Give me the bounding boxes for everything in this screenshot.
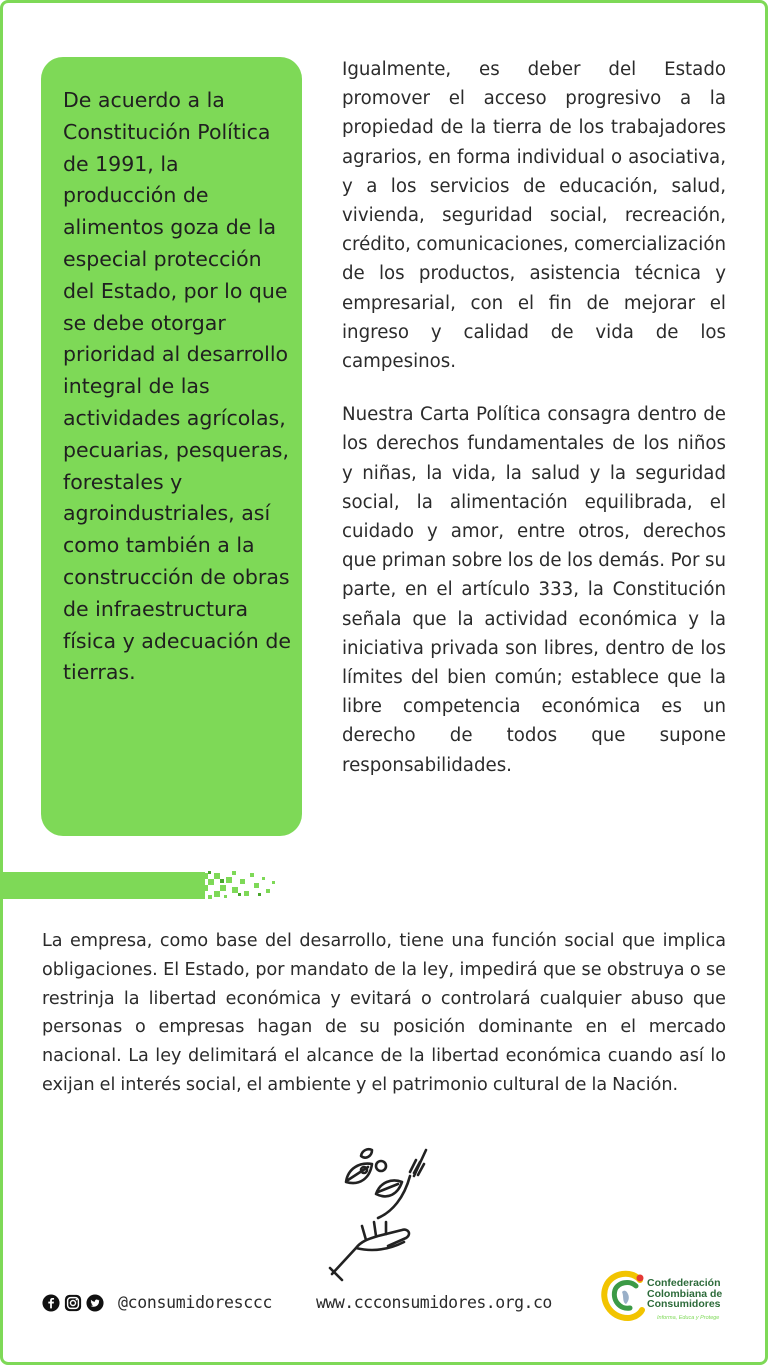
logo-line-2: Colombiana de (647, 1287, 723, 1300)
logo-line-3: Consumidores (647, 1298, 721, 1310)
logo-slogan: Informa, Educa y Protege (657, 1315, 720, 1321)
website-link[interactable]: www.ccconsumidores.org.co (316, 1293, 552, 1312)
ccc-logo (600, 1268, 735, 1328)
right-column (342, 55, 726, 804)
seed-shape (376, 1161, 386, 1171)
social-handle[interactable]: @consumidoresccc (118, 1293, 273, 1312)
highlight-text: De acuerdo a la Constitución Política de 1991, la producción de alimentos goza de la especial protección del Estado, por lo que se debe otorgar prioridad al desarrollo integral de las actividades agrícolas, pecuarias, pesqueras, forestales y agroindustriales, así como también a la construcción de obras de infraestructura física y adecuación de tierras. (63, 88, 291, 685)
facebook-icon[interactable] (42, 1294, 60, 1312)
logo-line-1: Confederación (647, 1277, 721, 1289)
fork-prongs (410, 1160, 424, 1175)
logo-wordmark (647, 1278, 722, 1310)
decorative-strip (0, 872, 205, 899)
pixel-decoration (200, 869, 280, 903)
bottom-paragraph: La empresa, como base del desarrollo, tiene una función social que implica obligaciones. El Estado, por mandato de la ley, impedirá que se obstruya o se restrinja la libertad económica y evitará o controlará cualquier abuso que personas o empresas hagan de su posición dominante en el mercado nacional. La ley delimitará el alcance de la libertad económica cuando así lo exijan el interés social, el ambiente y el patrimonio cultural de la Nación. (42, 931, 726, 1095)
paragraph-1: Igualmente, es deber del Estado promover el acceso progresivo a la propiedad de la tierra de los trabajadores agrarios, en forma individual o asociativa, y a los servicios de educación, salud, vivienda, seguridad social, recreación, crédito, comunicaciones, comercialización de los productos, asistencia técnica y empresarial, con el fin de mejorar el ingreso y calidad de vida de los campesinos. (342, 59, 726, 373)
instagram-icon[interactable] (64, 1294, 82, 1312)
twitter-icon[interactable] (86, 1294, 104, 1312)
hand-outline (332, 1230, 409, 1274)
hand-plant-illustration (326, 1142, 438, 1282)
highlight-box (41, 57, 302, 836)
logo-emblem-icon (600, 1268, 648, 1324)
social-footer (42, 1293, 272, 1312)
paragraph-2: Nuestra Carta Política consagra dentro de los derechos fundamentales de los niños y niñas, la vida, la salud y la seguridad social, la alimentación equilibrada, el cuidado y amor, entre otros, derechos que priman sobre los de los demás. Por su parte, en el artículo 333, la Constitución señala que la actividad económica y la iniciativa privada son libres, dentro de los límites del bien común; establece que la libre competencia económica es un derecho de todos que supone responsabilidades. (342, 404, 726, 776)
leaf-shape (361, 1149, 372, 1157)
